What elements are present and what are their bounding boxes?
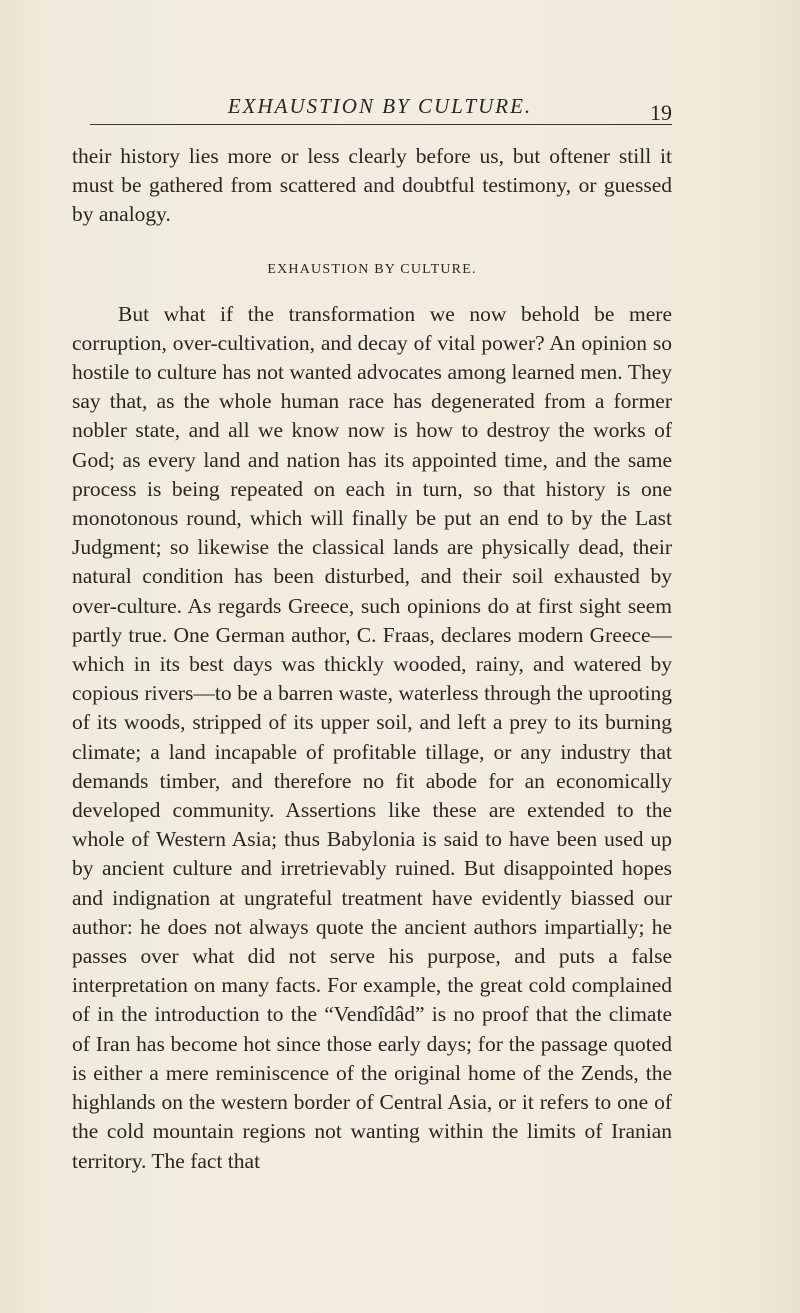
page-number: 19 [650, 100, 672, 125]
page-header [72, 94, 672, 134]
body-paragraph: But what if the transformation we now behold be mere corruption, over-cultivation, and decay of vital power? An opinion so hostile to culture has not wanted advocates among learned men. They say that, as the whole human race has degenerated from a former nobler state, and all we know now is how to destroy the works of God; as every land and nation has its appointed time, and the same process is being repeated on each in turn, so that history is one monotonous round, which will finally be put an end to by the Last Judgment; so likewise the classical lands are physically dead, their natural condition has been disturbed, and their soil exhausted by over-culture. As regards Greece, such opinions do at first sight seem partly true. One German author, C. Fraas, declares modern Greece—which in its best days was thickly wooded, rainy, and watered by copious rivers—to be a barren waste, waterless through the uprooting of its woods, stripped of its upper soil, and left a prey to its burning climate; a land incapable of profitable tillage, or any industry that demands timber, and therefore no fit abode for an economically developed community. Assertions like these are extended to the whole of Western Asia; thus Babylonia is said to have been used up by ancient culture and irretrievably ruined. But disappointed hopes and indignation at ungrateful treatment have evidently biassed our author: he does not always quote the ancient authors impartially; he passes over what did not serve his purpose, and puts a false interpretation on many facts. For example, the great cold complained of in the introduction to the “Vendîdâd” is no proof that the climate of Iran has become hot since those early days; for the passage quoted is either a mere reminiscence of the original home of the Zends, the highlands on the western border of Central Asia, or it refers to one of the cold mountain regions not wanting within the limits of Iranian territory. The fact that [72, 301, 672, 1173]
section-heading: EXHAUSTION BY CULTURE. [267, 261, 477, 277]
text-block [72, 142, 672, 1176]
opening-paragraph: their history lies more or less clearly before us, but oftener still it must be gathered from scattered and doubtful testimony, or guessed by analogy. [72, 144, 672, 227]
header-rule [90, 124, 672, 125]
running-title: EXHAUSTION BY CULTURE. [227, 94, 533, 118]
